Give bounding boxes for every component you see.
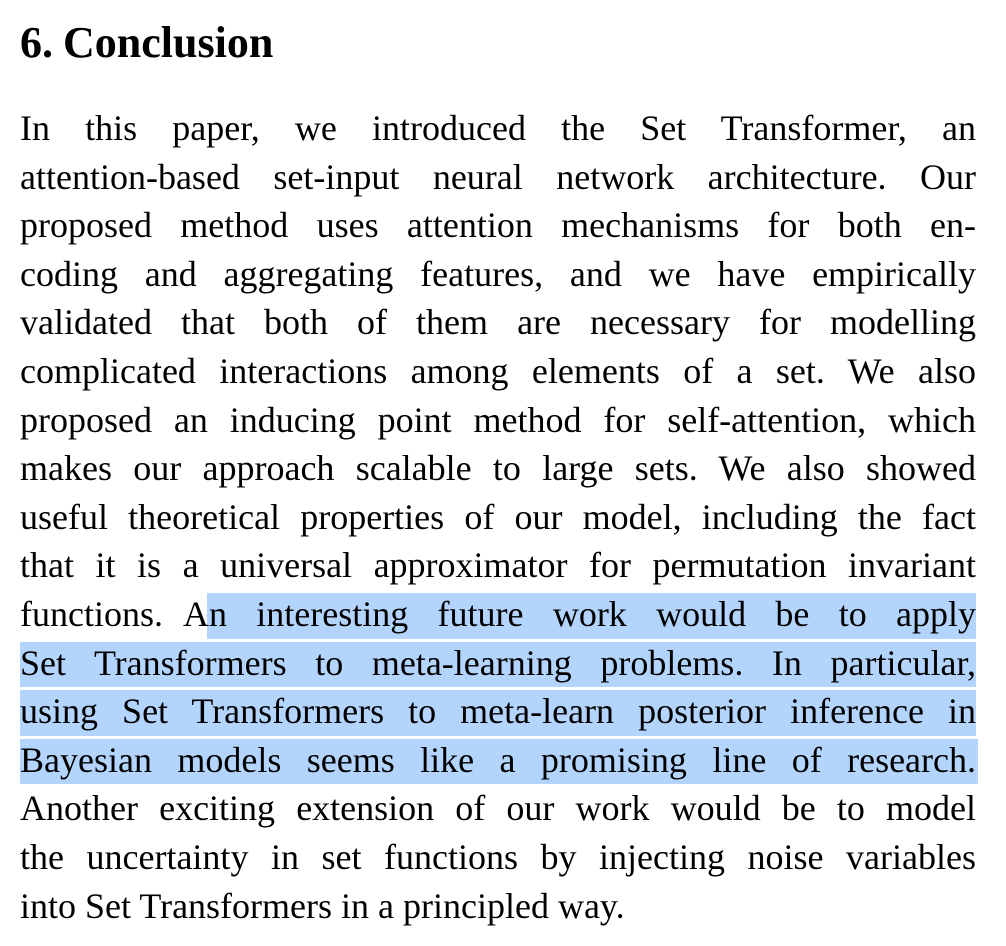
section-number: 6. [20,18,53,67]
text-line: useful theoretical properties of our model, including the fact [20,496,976,537]
text-line: attention-based set-input neural network architecture. Our [20,156,976,197]
text-line: proposed method uses attention mechanisms for both en- [20,205,976,246]
plain-text: functions. [20,593,163,634]
text-line-highlighted [20,687,976,736]
text-line-highlighted [20,736,976,785]
section-title: Conclusion [63,18,274,67]
highlighted-text[interactable]: An interesting future work would be to apply [182,593,976,634]
paper-section [20,14,976,926]
text-line: proposed an inducing point method for self-attention, which [20,399,976,440]
highlighted-text[interactable]: using Set Transformers to meta-learn posterior inference in [20,691,976,732]
text-line-mixed [20,590,976,639]
text-line: that it is a universal approximator for permutation invariant [20,545,976,586]
conclusion-paragraph [20,104,976,930]
text-line-highlighted [20,639,976,688]
text-line: validated that both of them are necessary for modelling [20,302,976,343]
text-line: In this paper, we introduced the Set Transformer, an [20,108,976,148]
text-line: makes our approach scalable to large sets. We also showed [20,448,976,489]
text-line: the uncertainty in set functions by injecting noise variables [20,836,976,877]
section-heading [20,14,976,78]
text-line: Another exciting extension of our work would be to model [20,788,976,829]
text-line: coding and aggregating features, and we have empirically [20,253,976,294]
highlighted-text[interactable]: Bayesian models seems like a promising line of research. [20,739,976,780]
text-line: complicated interactions among elements of a set. We also [20,350,976,391]
highlighted-text[interactable]: Set Transformers to meta-learning problems. In particular, [20,642,976,683]
text-line-last: into Set Transformers in a principled way. [20,885,625,926]
